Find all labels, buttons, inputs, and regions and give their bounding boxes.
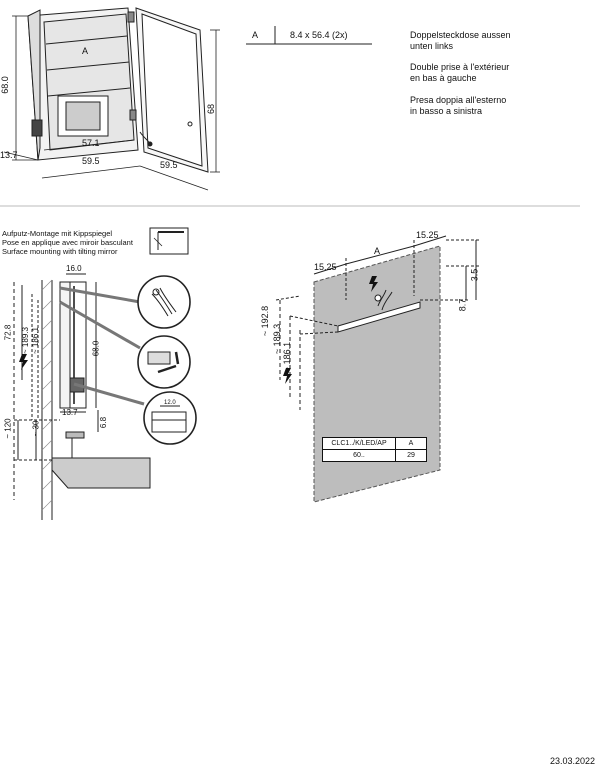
front-view <box>276 236 480 502</box>
side-section <box>14 274 150 520</box>
dim-6-8: 6.8 <box>99 416 109 429</box>
desc-it: Presa doppia all'esterno in basso a sinistra <box>410 95 507 116</box>
dim-inner-width: 57.1 <box>82 138 100 148</box>
dim-30: ~ 30 <box>31 420 41 437</box>
cabinet-isometric <box>28 8 208 172</box>
dim-189-3: ~ 189.3 <box>20 327 30 354</box>
dim-186-1: ~ 186.1 <box>30 327 40 354</box>
front-dim-a: A <box>374 246 381 256</box>
front-table-cell-model: 60.. <box>323 450 396 462</box>
dim-detail-12: 12.0 <box>164 400 176 406</box>
side-title: Aufputz-Montage mit Kippspiegel Pose en applique avec miroir basculant Surface mounting with tilting mirror <box>2 229 133 256</box>
front-dim-189-3: ~ 189.3 <box>272 323 283 355</box>
dim-h-left: 68.0 <box>0 76 10 94</box>
front-dim-186-1: ~ 186.1 <box>282 341 293 373</box>
dim-depth-top: 16.0 <box>66 264 82 273</box>
dim-depth-bottom: 13.7 <box>62 408 78 417</box>
desc-de: Doppelsteckdose aussen unten links <box>410 30 511 51</box>
label-a: A <box>82 46 89 56</box>
front-dim-3-5: 3.5 <box>469 268 480 282</box>
front-dim-8-7: 8.7 <box>457 298 468 312</box>
dim-h-right: 68 <box>206 103 217 115</box>
footer-date: 23.03.2022 <box>550 756 596 766</box>
front-dim-left-15-25: 15.25 <box>314 262 337 272</box>
front-table-header-model: CLC1../K/LED/AP <box>323 438 396 450</box>
dim-72-8: 72.8 <box>3 324 13 341</box>
front-table-cell-a: 29 <box>396 450 427 462</box>
dim-68-0: 68.0 <box>91 340 101 357</box>
front-dim-right-15-25: 15.25 <box>416 230 439 240</box>
front-table-header-a: A <box>396 438 427 450</box>
front-table <box>322 437 427 462</box>
dim-120: ~ 120 <box>3 418 13 439</box>
dim-width-door: 59.5 <box>160 160 178 170</box>
front-dim-192-8: ~ 192.8 <box>260 305 271 337</box>
dim-depth: 13.7 <box>0 150 18 160</box>
desc-fr: Double prise à l'extérieur en bas à gauche <box>410 62 510 83</box>
dim-width-bottom: 59.5 <box>82 156 100 166</box>
table-a-key: A <box>252 30 259 40</box>
table-a-value: 8.4 x 56.4 (2x) <box>290 30 348 40</box>
